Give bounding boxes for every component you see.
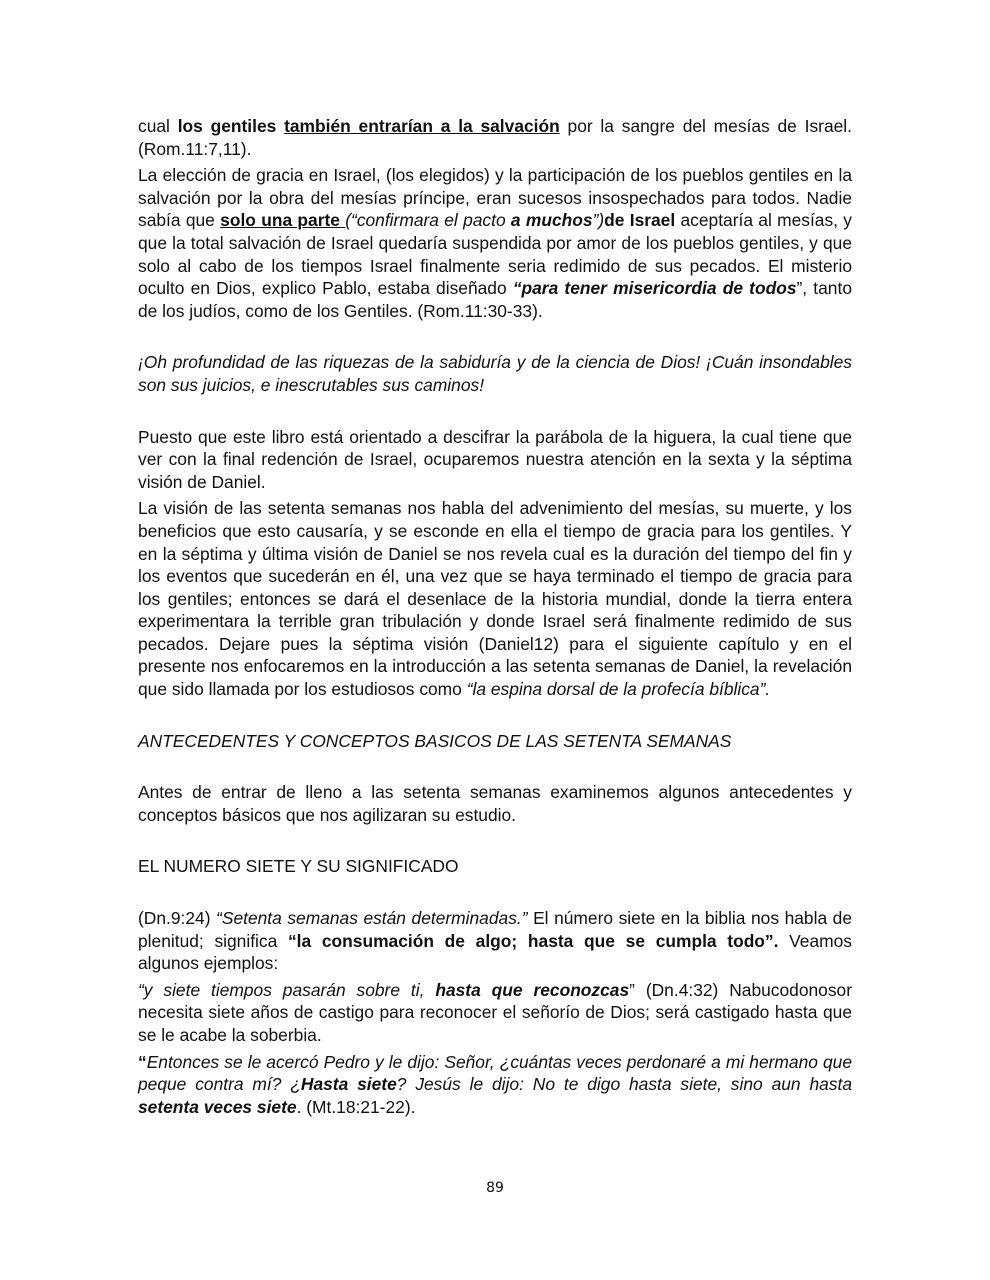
paragraph-mt-18-example xyxy=(138,1051,852,1119)
text-run: “la consumación de algo; hasta que se cumpla todo”. xyxy=(287,930,779,951)
text-run: ¡Oh profundidad de las riquezas de la sabiduría y de la ciencia de Dios! ¡Cuán insondables son sus juicios, e inescrutables sus caminos! xyxy=(138,352,852,395)
page-number: 89 xyxy=(486,1180,504,1196)
text-run: El número siete en la biblia nos habla de plenitud; significa xyxy=(138,908,853,951)
text-run: ANTECEDENTES Y CONCEPTOS BASICOS DE LAS SETENTA SEMANAS xyxy=(138,730,732,751)
text-run: La visión de las setenta semanas nos habla del advenimiento del mesías, su muerte, y los beneficios que esto causaría, y se esconde en ella el tiempo de gracia para los gentiles. Y en la séptima y última visión de Daniel se nos revela cual es la duración del tiempo del fin y los eventos que sucederán en él, una vez que se haya terminado el tiempo de gracia para los gentiles; entonces se dará el desenlace de la historia mundial, donde la tierra entera experimentara la terrible gran tribulación y donde Israel será finalmente redimido de sus pecados. Dejare pues la séptima visión (Daniel12) para el siguiente capítulo y en el presente nos enfocaremos en la introducción a las setenta semanas de Daniel, la revelación que sido llamada por los estudiosos como xyxy=(138,498,852,700)
text-run: “Setenta semanas están determinadas.” xyxy=(216,908,528,929)
text-run: EL NUMERO SIETE Y SU SIGNIFICADO xyxy=(138,856,459,877)
text-run xyxy=(276,116,284,136)
text-run: (Dn.9:24) xyxy=(138,908,217,929)
section-heading-antecedentes xyxy=(138,730,852,753)
section-heading-numero-siete xyxy=(138,855,852,878)
text-run: cual xyxy=(138,116,178,136)
text-run: aceptaría al mesías, y que la total salvación de Israel quedaría suspendida por amor de los pueblos gentiles, y que solo al cabo de los tiempos Israel finalmente seria redimido de sus pecados. El misterio oculto en Dios, explico Pablo, estaba diseñado xyxy=(138,210,852,299)
text-run: (“confirmara el pacto xyxy=(345,210,511,231)
text-run: también entrarían a la salvación xyxy=(284,116,560,136)
text-run: por la sangre del mesías de Israel. (Rom.11:7,11). xyxy=(138,116,852,159)
paragraph-gentiles-salvation xyxy=(138,115,852,160)
paragraph-book-purpose xyxy=(138,426,852,494)
paragraph-antes-de-entrar xyxy=(138,781,852,826)
text-run: solo una parte xyxy=(220,210,346,231)
paragraph-dn-4-32-example xyxy=(138,979,852,1047)
text-run: “y siete tiempos pasarán sobre ti, xyxy=(138,979,436,1000)
text-run: “ xyxy=(138,1051,147,1072)
text-run: Entonces se le acercó Pedro y le dijo: Señor, ¿cuántas veces perdonaré a mi hermano que peque contra mí? ¿ xyxy=(138,1051,852,1095)
text-run: a muchos xyxy=(510,210,593,231)
paragraph-dn-9-24 xyxy=(138,907,852,975)
text-run: Antes de entrar de lleno a las setenta semanas examinemos algunos antecedentes y conceptos básicos que nos agilizaran su estudio. xyxy=(138,782,852,825)
text-run: “la espina dorsal de la profecía bíblica”. xyxy=(466,679,771,700)
text-run: La elección de gracia en Israel, (los elegidos) y la participación de los pueblos gentiles en la salvación por la obra del mesías príncipe, eran sucesos insospechados para todos. Nadie sabía que xyxy=(138,165,852,231)
text-run: ? Jesús le dijo: No te digo hasta siete, sino aun hasta xyxy=(396,1074,852,1095)
text-run: ”) xyxy=(592,210,605,231)
text-run: Puesto que este libro está orientado a descifrar la parábola de la higuera, la cual tiene que ver con la final redención de Israel, ocuparemos nuestra atención en la sexta y la séptima visión de Daniel. xyxy=(138,426,852,492)
text-run: los gentiles xyxy=(177,116,277,136)
text-run: hasta que reconozcas xyxy=(435,979,630,1000)
text-run: ” (Dn.4:32) Nabucodonosor necesita siete años de castigo para reconocer el señorío de Dios; será castigado hasta que se le acabe la soberbia. xyxy=(138,979,853,1045)
page-body xyxy=(138,115,852,1118)
paragraph-election-of-grace xyxy=(138,164,852,322)
text-run: ”, tanto de los judíos, como de los Gentiles. (Rom.11:30-33). xyxy=(138,278,852,321)
text-run: Veamos algunos ejemplos: xyxy=(138,930,853,974)
text-run: setenta veces siete xyxy=(138,1096,297,1117)
paragraph-seventy-weeks-vision xyxy=(138,497,852,700)
text-run: . (Mt.18:21-22). xyxy=(296,1096,416,1117)
text-run: de Israel xyxy=(604,210,676,231)
text-run: Hasta siete xyxy=(300,1074,397,1095)
paragraph-oh-profundidad-quote xyxy=(138,351,852,396)
text-run: “para tener misericordia de todos xyxy=(512,278,797,299)
